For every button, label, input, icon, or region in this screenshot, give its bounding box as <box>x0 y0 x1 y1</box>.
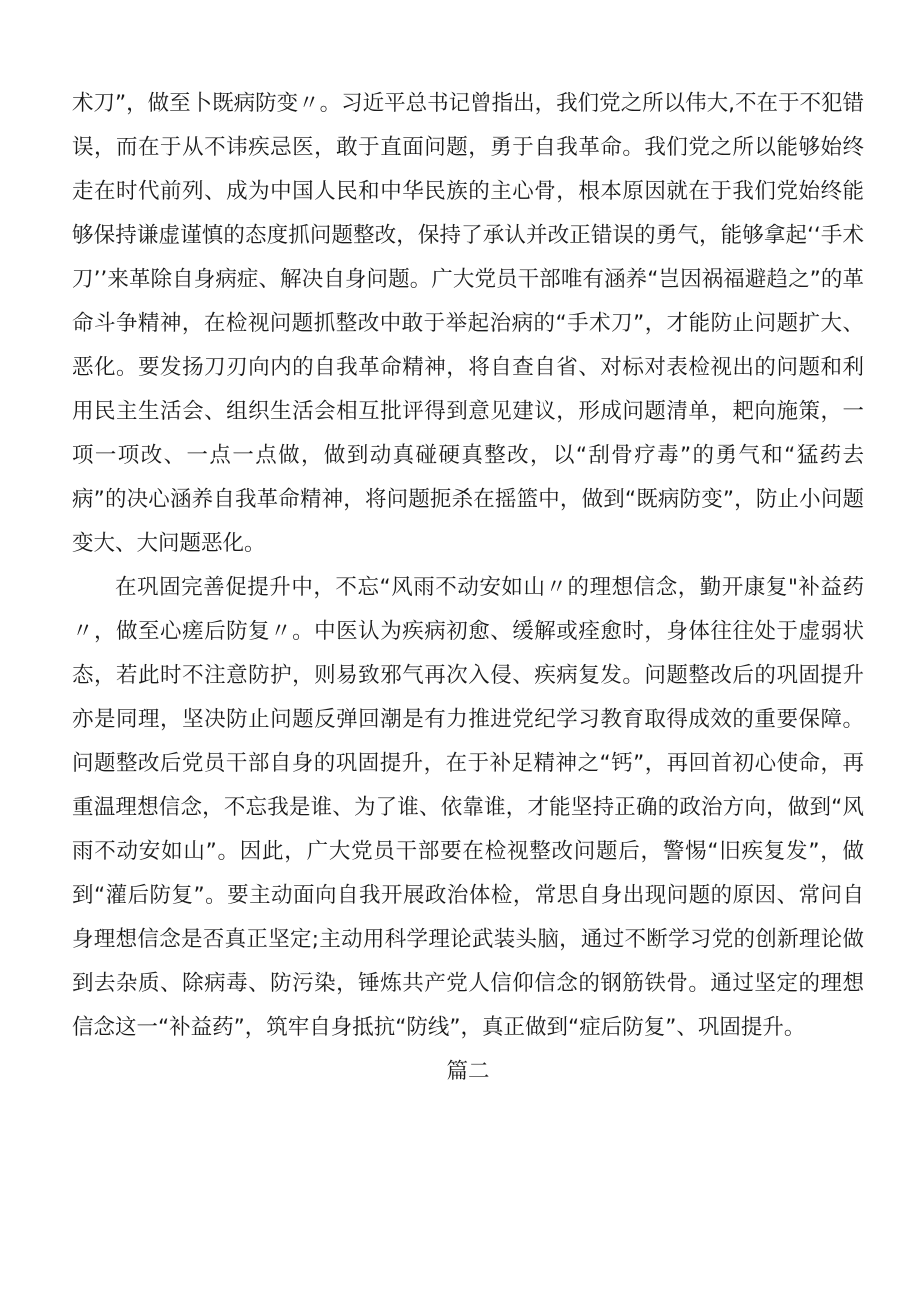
section-heading: 篇二 <box>446 1059 490 1084</box>
paragraph-1: 术刀”，做至卜既病防变〃。习近平总书记曾指出，我们党之所以伟大,不在于不犯错误，而在于从不讳疾忌医，敢于直面问题，勇于自我革命。我们党之所以能够始终走在时代前列、成为中国人民和中华民族的主心骨，根本原因就在于我们党始终能够保持谦虚谨慎的态度抓问题整改，保持了承认并改正错误的勇气，能够拿起‘‘手术刀’’来革除自身病症、解决自身问题。广大党员干部唯有涵养“岂因祸福避趋之”的革命斗争精神，在检视问题抓整改中敢于举起治病的“手术刀”，才能防止问题扩大、恶化。要发扬刀刃向内的自我革命精神，将自查自省、对标对表检视出的问题和利用民主生活会、组织生活会相互批评得到意见建议，形成问题清单，耙向施策，一项一项改、一点一点做，做到动真碰硬真整改，以“刮骨疗毒”的勇气和“猛药去病”的决心涵养自我革命精神，将问题扼杀在摇篮中，做到“既病防变”，防止小问题变大、大问题恶化。 <box>72 91 864 556</box>
document-body <box>72 82 864 1094</box>
paragraph-2: 在巩固完善促提升中，不忘“风雨不动安如山〃的理想信念，勤开康复"补益药〃，做至心瘥后防复〃。中医认为疾病初愈、缓解或痊愈时，身体往往处于虚弱状态，若此时不注意防护，则易致邪气再次入侵、疾病复发。问题整改后的巩固提升亦是同理，坚决防止问题反弹回潮是有力推进党纪学习教育取得成效的重要保障。问题整改后党员干部自身的巩固提升，在于补足精神之“钙”，再回首初心使命，再重温理想信念，不忘我是谁、为了谁、依靠谁，才能坚持正确的政治方向，做到“风雨不动安如山”。因此，广大党员干部要在检视整改问题后，警惕“旧疾复发”，做到“灌后防复”。要主动面向自我开展政治体检，常思自身出现问题的原因、常问自身理想信念是否真正坚定;主动用科学理论武装头脑，通过不断学习党的创新理论做到去杂质、除病毒、防污染，锤炼共产党人信仰信念的钢筋铁骨。通过坚定的理想信念这一“补益药”，筑牢自身抵抗“防线”，真正做到“症后防复”、巩固提升。 <box>72 575 864 1040</box>
